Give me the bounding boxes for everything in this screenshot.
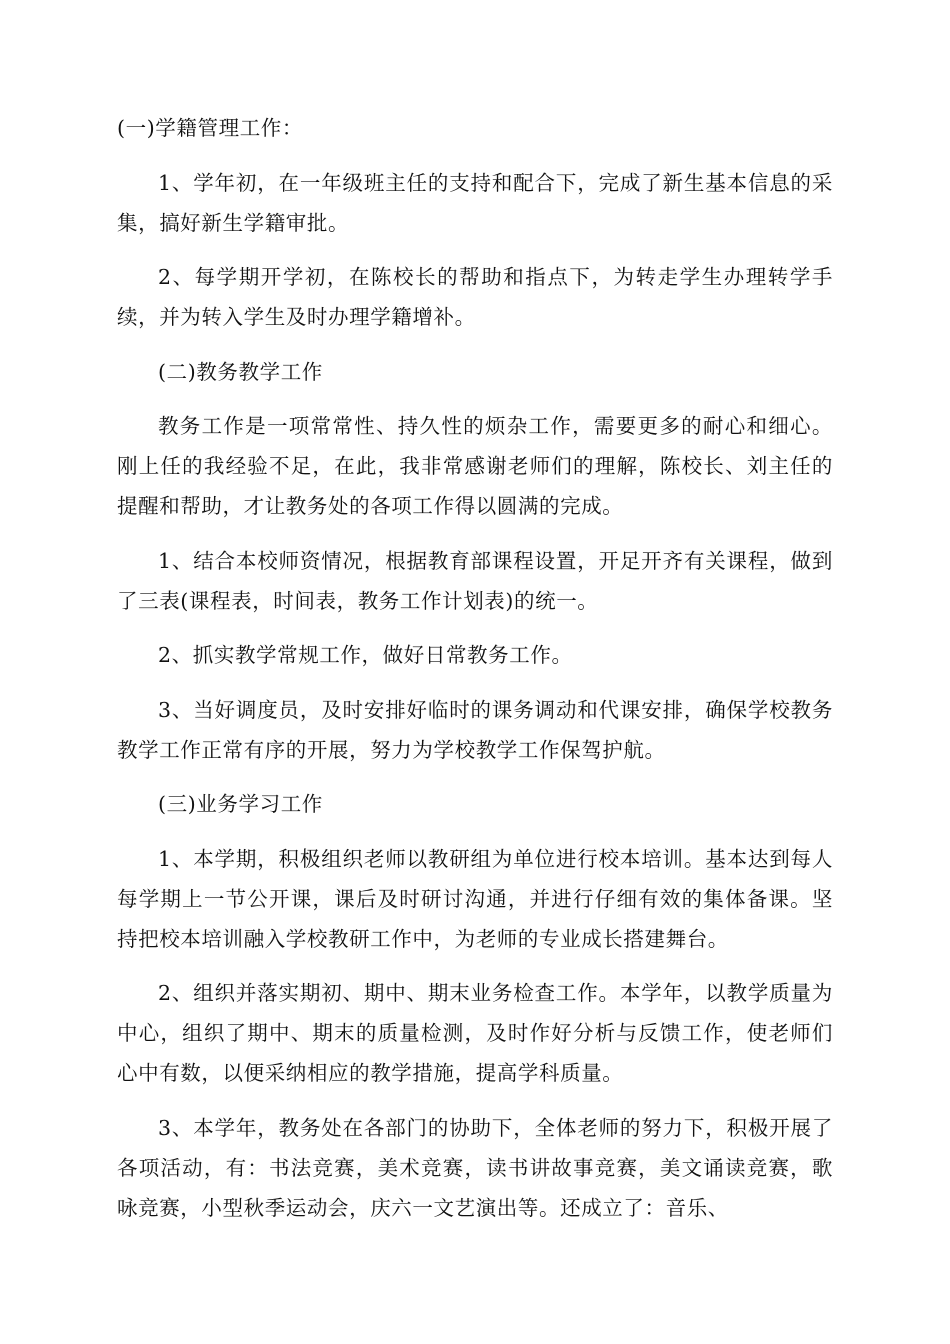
section-heading-academic-affairs: (二)教务教学工作 <box>158 359 323 384</box>
paragraph-school-training: 1、本学期，积极组织老师以教研组为单位进行校本培训。基本达到每人每学期上一节公开课，课后及时研讨沟通，并进行仔细有效的集体备课。坚持把校本培训融入学校教研工作中，为老师的专业成长搭建舞台。 <box>117 846 833 951</box>
paragraph-activities: 3、本学年，教务处在各部门的协助下，全体老师的努力下，积极开展了各项活动，有：书法竞赛，美术竞赛，读书讲故事竞赛，美文诵读竞赛，歌咏竞赛，小型秋季运动会，庆六一文艺演出等。还成立了：音乐、 <box>117 1115 833 1220</box>
paragraph-academic-affairs-intro: 教务工作是一项常常性、持久性的烦杂工作，需要更多的耐心和细心。刚上任的我经验不足，在此，我非常感谢老师们的理解，陈校长、刘主任的提醒和帮助，才让教务处的各项工作得以圆满的完成。 <box>117 414 833 518</box>
section-heading-professional-study: (三)业务学习工作 <box>158 792 323 816</box>
document-page <box>117 108 833 1242</box>
section-heading-student-records: (一)学籍管理工作： <box>117 116 303 140</box>
paragraph-scheduling: 3、当好调度员，及时安排好临时的课务调动和代课安排，确保学校教务教学工作正常有序的开展，努力为学校教学工作保驾护航。 <box>117 697 833 762</box>
paragraph-course-setup: 1、结合本校师资情况，根据教育部课程设置，开足开齐有关课程，做到了三表(课程表，时间表，教务工作计划表)的统一。 <box>117 548 833 613</box>
paragraph-new-student-info: 1、学年初，在一年级班主任的支持和配合下，完成了新生基本信息的采集，搞好新生学籍审批。 <box>117 170 833 235</box>
paragraph-inspection-work: 2、组织并落实期初、期中、期末业务检查工作。本学年，以教学质量为中心，组织了期中、期末的质量检测，及时作好分析与反馈工作，使老师们心中有数，以便采纳相应的教学措施，提高学科质量。 <box>117 981 833 1085</box>
paragraph-transfer-procedures: 2、每学期开学初，在陈校长的帮助和指点下，为转走学生办理转学手续，并为转入学生及时办理学籍增补。 <box>117 265 833 329</box>
paragraph-teaching-routine: 2、抓实教学常规工作，做好日常教务工作。 <box>158 643 573 667</box>
